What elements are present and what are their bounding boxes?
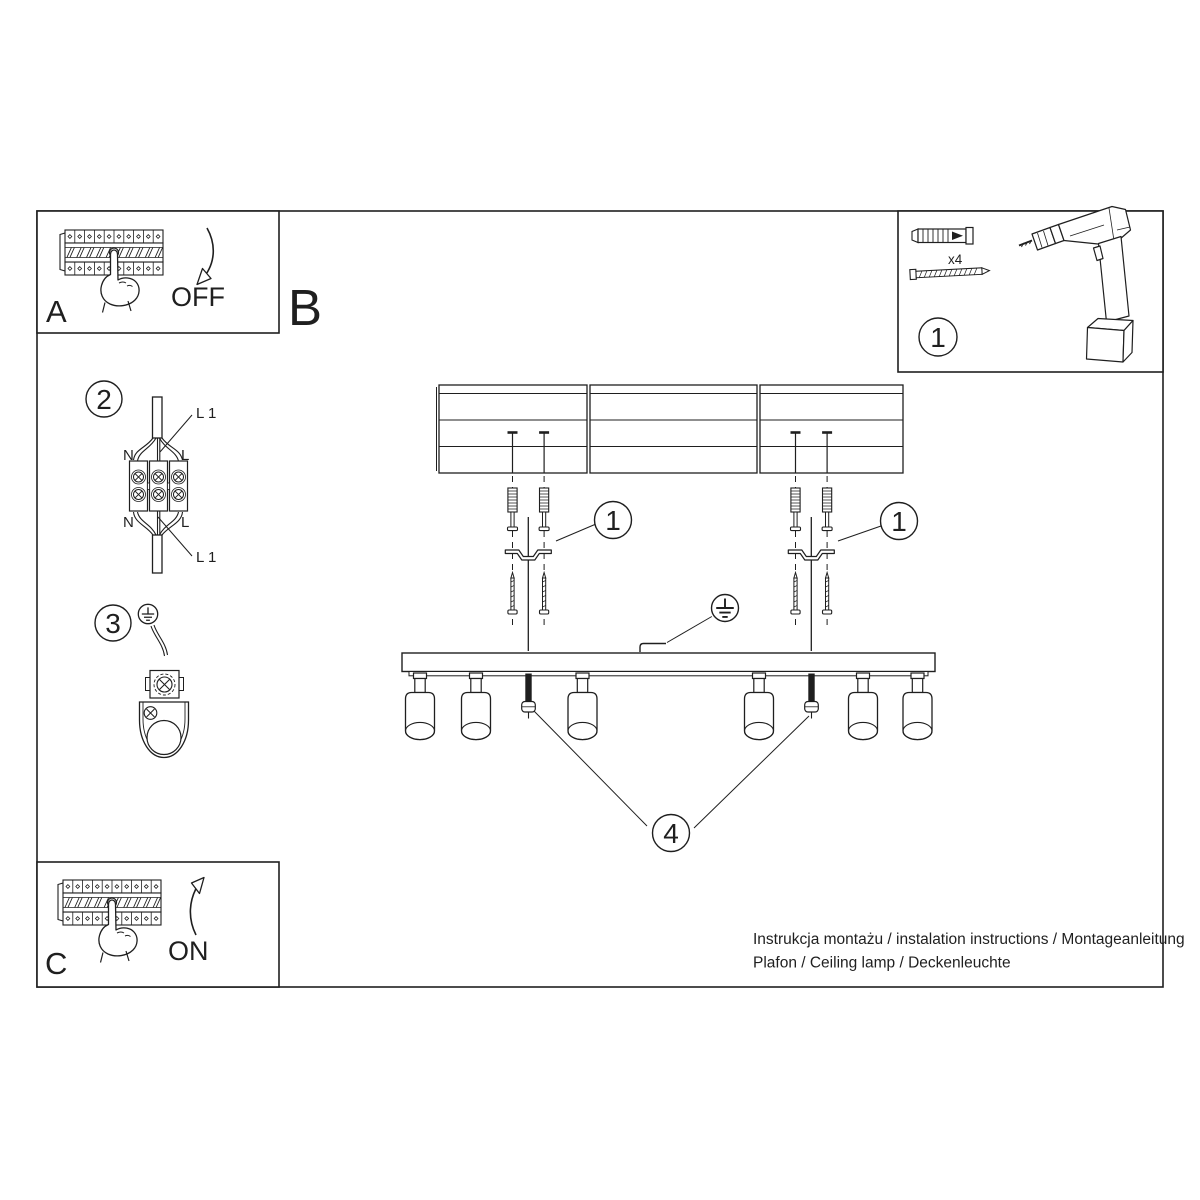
ground-symbol-icon [138,604,157,623]
wall-plug-icon [912,228,973,245]
callout-1-parts-number: 1 [930,322,946,353]
callout-3-number: 3 [105,608,121,639]
parts-box [898,207,1163,373]
quantity-label: x4 [948,252,963,267]
callout-1-right-number: 1 [891,506,907,537]
section-letter-b: B [288,279,323,336]
live-top-label: L [181,447,190,464]
step-a-action-label: OFF [171,282,225,312]
step-a-letter: A [46,294,67,329]
step-c-letter: C [45,946,68,981]
callout-2-number: 2 [96,384,112,415]
terminal-block-icon [130,461,188,511]
callout-1-left-number: 1 [605,505,621,536]
l1-bottom-label: L 1 [196,549,217,566]
lamp-bar [402,653,935,676]
step-a-box [37,211,279,333]
footer-line-2: Plafon / Ceiling lamp / Deckenleuchte [753,954,1011,972]
l1-top-label: L 1 [196,405,217,422]
neutral-bottom-label: N [123,514,134,531]
mains-cable-top-icon [153,397,163,438]
footer-line-1: Instrukcja montażu / instalation instructions / Montageanleitung [753,931,1185,948]
callout-3 [95,605,131,641]
callout-2 [86,381,122,417]
step-c-action-label: ON [168,936,209,966]
ceiling-panels [437,385,904,473]
neutral-top-label: N [123,447,134,464]
callout-1-parts [919,318,957,356]
live-bottom-label: L [181,514,190,531]
ground-terminal-icon [146,671,184,699]
callout-4-number: 4 [663,818,679,849]
step-c-box [37,862,279,987]
mains-cable-bottom-icon [153,535,163,573]
